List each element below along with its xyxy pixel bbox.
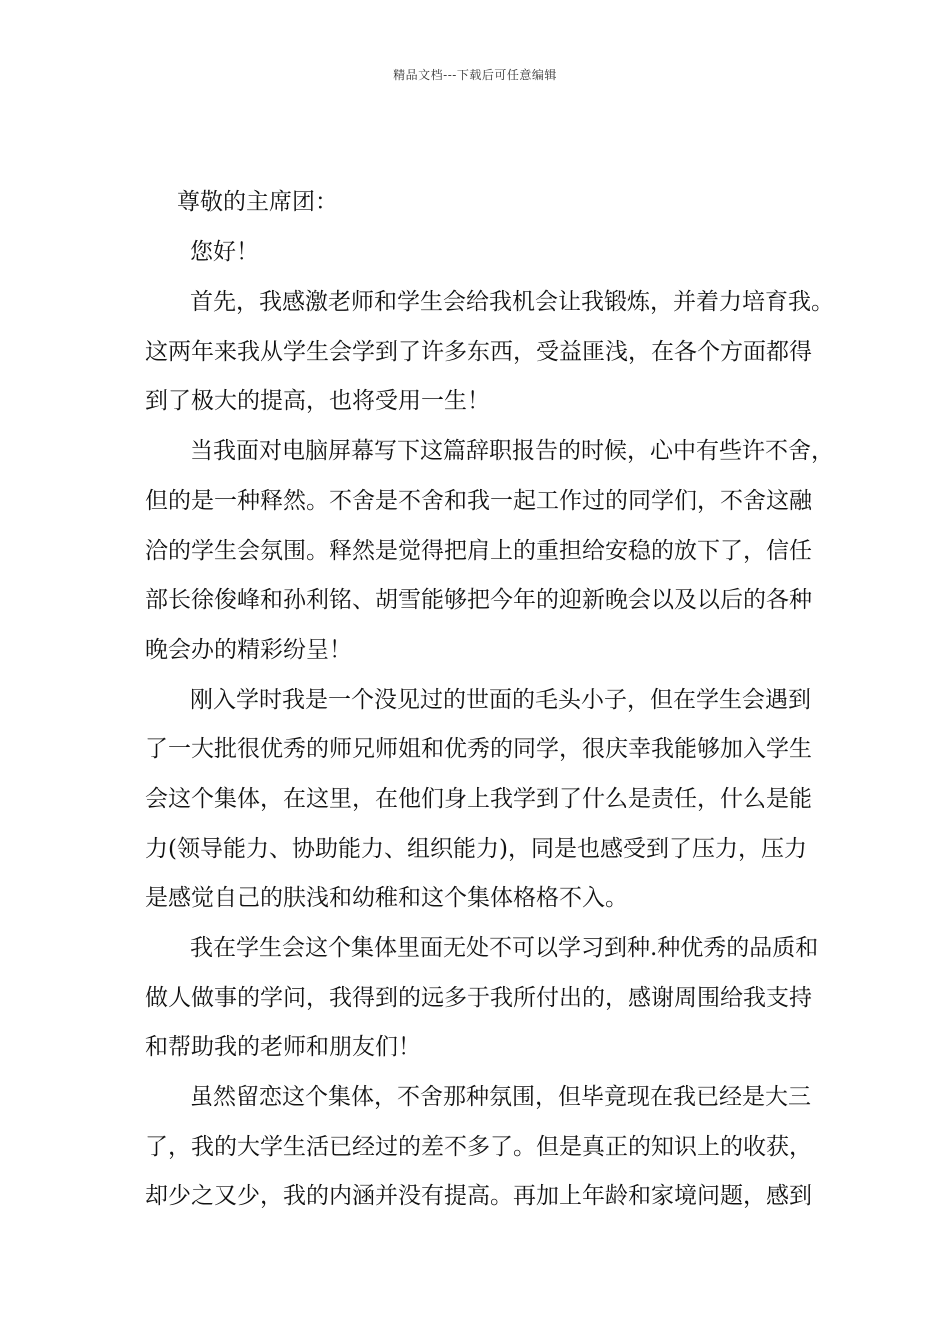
- text-line: 是感觉自己的肤浅和幼稚和这个集体格格不入。: [145, 885, 628, 911]
- text-line: 部长徐俊峰和孙利铭、胡雪能够把今年的迎新晚会以及以后的各种: [145, 587, 812, 613]
- text-line: 却少之又少，我的内涵并没有提高。再加上年龄和家境问题，感到: [145, 1183, 812, 1209]
- greeting: 您好！: [190, 239, 259, 265]
- text-line: 我在学生会这个集体里面无处不可以学习到种.种优秀的品质和: [190, 935, 819, 961]
- text-line: 但的是一种释然。不舍是不舍和我一起工作过的同学们，不舍这融: [145, 488, 812, 514]
- text-line: 力(领导能力、协助能力、组织能力)，同是也感受到了压力，压力: [145, 836, 807, 862]
- text-line: 这两年来我从学生会学到了许多东西，受益匪浅，在各个方面都得: [145, 339, 812, 365]
- text-line: 刚入学时我是一个没见过的世面的毛头小子，但在学生会遇到: [190, 687, 811, 713]
- salutation: 尊敬的主席团：: [177, 189, 338, 215]
- text-line: 洽的学生会氛围。释然是觉得把肩上的重担给安稳的放下了，信任: [145, 538, 812, 564]
- text-line: 了，我的大学生活已经过的差不多了。但是真正的知识上的收获，: [145, 1134, 812, 1160]
- text-line: 首先，我感激老师和学生会给我机会让我锻炼，并着力培育我。: [190, 289, 834, 315]
- text-line: 和帮助我的老师和朋友们！: [145, 1034, 421, 1060]
- text-line: 当我面对电脑屏幕写下这篇辞职报告的时候，心中有些许不舍，: [190, 438, 834, 464]
- text-line: 到了极大的提高，也将受用一生！: [145, 388, 490, 414]
- page-header-watermark: 精品文档---下载后可任意编辑: [393, 68, 557, 82]
- text-line: 了一大批很优秀的师兄师姐和优秀的同学，很庆幸我能够加入学生: [145, 736, 812, 762]
- text-line: 做人做事的学问，我得到的远多于我所付出的，感谢周围给我支持: [145, 985, 812, 1011]
- text-line: 虽然留恋这个集体，不舍那种氛围，但毕竟现在我已经是大三: [190, 1084, 811, 1110]
- text-line: 晚会办的精彩纷呈！: [145, 637, 352, 663]
- text-line: 会这个集体，在这里，在他们身上我学到了什么是责任，什么是能: [145, 786, 812, 812]
